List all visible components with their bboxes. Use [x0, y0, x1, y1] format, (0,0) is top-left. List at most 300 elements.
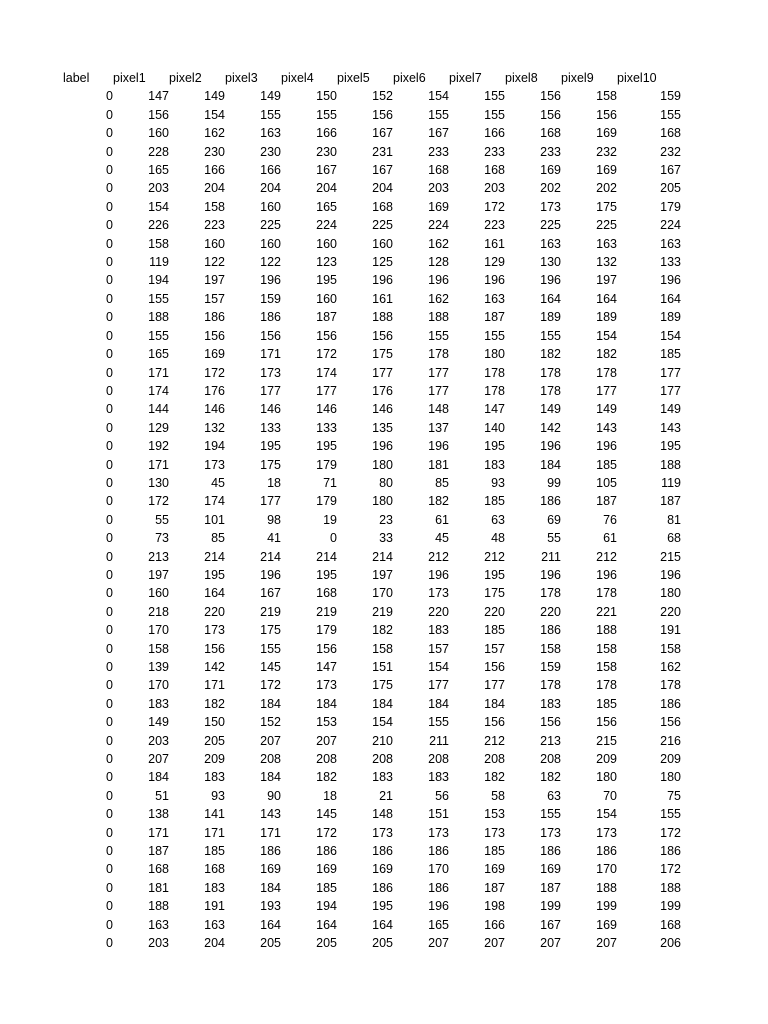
table-cell: 119	[149, 255, 169, 270]
table-cell: 214	[260, 549, 281, 564]
table-cell: 188	[148, 310, 169, 325]
table-cell: 187	[316, 310, 337, 325]
column-header-pixel6: pixel6	[393, 71, 426, 85]
table-cell: 214	[372, 549, 393, 564]
table-cell: 196	[540, 439, 561, 454]
table-cell: 210	[372, 733, 393, 748]
table-cell: 137	[428, 420, 449, 435]
table-cell: 172	[660, 862, 681, 877]
table-cell: 55	[547, 531, 561, 546]
table-cell: 18	[323, 788, 337, 803]
table-cell: 175	[260, 623, 281, 638]
table-cell: 224	[428, 218, 449, 233]
table-cell: 68	[667, 531, 681, 546]
table-cell: 183	[204, 770, 225, 785]
table-cell: 185	[660, 347, 681, 362]
table-cell: 188	[596, 623, 617, 638]
table-cell: 0	[106, 696, 113, 711]
table-cell: 147	[316, 660, 337, 674]
table-cell: 0	[106, 383, 113, 398]
table-cell: 63	[491, 512, 505, 527]
table-cell: 195	[260, 439, 281, 454]
table-cell: 166	[260, 163, 281, 178]
table-cell: 152	[260, 715, 281, 730]
table-cell: 195	[484, 567, 505, 582]
table-cell: 196	[484, 273, 505, 288]
table-cell: 203	[148, 181, 169, 196]
table-cell: 196	[260, 273, 281, 288]
table-cell: 171	[148, 825, 169, 840]
table-cell: 187	[484, 310, 505, 325]
table-row	[63, 750, 681, 768]
table-cell: 199	[540, 899, 561, 914]
table-row	[63, 897, 681, 915]
table-cell: 196	[660, 273, 681, 288]
table-cell: 155	[260, 641, 281, 656]
table-cell: 93	[491, 475, 505, 490]
table-cell: 197	[372, 567, 393, 582]
table-cell: 209	[660, 752, 681, 767]
table-cell: 208	[540, 752, 561, 767]
table-cell: 191	[204, 899, 225, 914]
column-header-pixel1: pixel1	[113, 71, 146, 85]
table-cell: 177	[596, 383, 617, 398]
table-cell: 155	[148, 291, 169, 306]
table-cell: 167	[316, 163, 337, 178]
table-cell: 232	[596, 144, 617, 159]
table-cell: 225	[596, 218, 617, 233]
table-cell: 192	[148, 439, 169, 454]
table-cell: 186	[428, 844, 449, 859]
table-cell: 186	[428, 880, 449, 895]
table-cell: 163	[540, 236, 561, 251]
table-row	[63, 584, 681, 602]
table-cell: 155	[484, 89, 505, 104]
table-cell: 182	[484, 770, 505, 785]
table-row	[63, 474, 681, 492]
table-cell: 186	[316, 844, 337, 859]
table-cell: 199	[660, 899, 681, 914]
table-cell: 186	[540, 844, 561, 859]
table-cell: 85	[435, 475, 449, 490]
table-cell: 0	[106, 917, 113, 932]
table-cell: 0	[106, 623, 113, 638]
table-cell: 149	[596, 402, 617, 417]
table-cell: 215	[596, 733, 617, 748]
table-cell: 219	[316, 604, 337, 619]
table-cell: 157	[428, 641, 449, 656]
table-row	[63, 419, 681, 437]
table-cell: 224	[660, 218, 681, 233]
table-cell: 203	[148, 936, 169, 951]
table-cell: 169	[316, 862, 337, 877]
table-cell: 184	[372, 696, 393, 711]
table-cell: 205	[260, 936, 281, 951]
table-cell: 166	[204, 163, 225, 178]
table-row	[63, 603, 681, 621]
table-cell: 197	[204, 273, 225, 288]
table-cell: 194	[204, 439, 225, 454]
table-cell: 186	[660, 844, 681, 859]
table-cell: 171	[148, 365, 169, 380]
table-cell: 163	[596, 236, 617, 251]
column-header-pixel3: pixel3	[225, 71, 258, 85]
table-cell: 171	[260, 347, 281, 362]
column-header-pixel9: pixel9	[561, 71, 594, 85]
table-cell: 0	[106, 255, 113, 270]
table-cell: 156	[316, 641, 337, 656]
table-cell: 161	[372, 291, 393, 306]
table-cell: 159	[660, 89, 681, 104]
table-cell: 153	[484, 807, 505, 822]
table-cell: 155	[660, 107, 681, 122]
table-cell: 143	[596, 420, 617, 435]
table-row	[63, 271, 681, 289]
table-cell: 151	[428, 807, 449, 822]
table-cell: 212	[428, 549, 449, 564]
table-cell: 167	[540, 917, 561, 932]
table-cell: 173	[204, 623, 225, 638]
table-cell: 156	[484, 660, 505, 674]
table-cell: 225	[372, 218, 393, 233]
table-cell: 221	[596, 604, 617, 619]
table-cell: 138	[148, 807, 169, 822]
table-cell: 195	[660, 439, 681, 454]
table-cell: 156	[540, 89, 561, 104]
table-cell: 140	[484, 420, 505, 435]
table-cell: 168	[428, 163, 449, 178]
table-cell: 61	[603, 531, 617, 546]
table-cell: 152	[372, 89, 393, 104]
table-cell: 177	[316, 383, 337, 398]
table-cell: 215	[660, 549, 681, 564]
table-cell: 211	[429, 733, 449, 748]
table-cell: 220	[484, 604, 505, 619]
table-cell: 145	[316, 807, 337, 822]
table-cell: 101	[204, 512, 225, 527]
table-cell: 173	[204, 457, 225, 472]
table-row	[63, 676, 681, 694]
table-cell: 70	[603, 788, 617, 803]
table-cell: 154	[372, 715, 393, 730]
table-cell: 205	[204, 733, 225, 748]
table-cell: 180	[372, 457, 393, 472]
table-cell: 160	[316, 236, 337, 251]
table-cell: 146	[260, 402, 281, 417]
table-cell: 171	[148, 457, 169, 472]
table-row	[63, 437, 681, 455]
table-cell: 198	[484, 899, 505, 914]
table-cell: 178	[660, 678, 681, 693]
table-cell: 0	[106, 181, 113, 196]
table-cell: 182	[596, 347, 617, 362]
table-cell: 149	[260, 89, 281, 104]
table-cell: 230	[316, 144, 337, 159]
table-cell: 174	[316, 365, 337, 380]
table-cell: 158	[148, 236, 169, 251]
table-cell: 125	[372, 255, 393, 270]
table-cell: 167	[372, 126, 393, 141]
table-cell: 0	[106, 163, 113, 178]
table-row	[63, 492, 681, 510]
table-cell: 0	[106, 475, 113, 490]
table-cell: 135	[372, 420, 393, 435]
table-cell: 149	[204, 89, 225, 104]
table-cell: 165	[428, 917, 449, 932]
table-cell: 178	[484, 365, 505, 380]
column-header-label: label	[63, 71, 90, 85]
table-cell: 164	[372, 917, 393, 932]
table-cell: 122	[204, 255, 225, 270]
table-cell: 172	[316, 825, 337, 840]
table-cell: 170	[372, 586, 393, 601]
table-cell: 165	[316, 199, 337, 214]
table-cell: 213	[540, 733, 561, 748]
table-cell: 71	[323, 475, 337, 490]
table-cell: 196	[428, 567, 449, 582]
table-cell: 175	[484, 586, 505, 601]
table-cell: 0	[106, 899, 113, 914]
table-cell: 0	[106, 660, 113, 674]
table-cell: 0	[106, 733, 113, 748]
table-row	[63, 216, 681, 234]
table-cell: 69	[547, 512, 561, 527]
table-cell: 73	[155, 531, 169, 546]
table-cell: 178	[540, 678, 561, 693]
table-cell: 177	[484, 678, 505, 693]
table-cell: 0	[106, 365, 113, 380]
table-cell: 194	[316, 899, 337, 914]
table-cell: 184	[260, 880, 281, 895]
table-cell: 169	[260, 862, 281, 877]
table-cell: 195	[316, 439, 337, 454]
table-cell: 0	[106, 788, 113, 803]
table-cell: 158	[372, 641, 393, 656]
table-cell: 172	[148, 494, 169, 509]
table-cell: 218	[148, 604, 169, 619]
table-cell: 212	[596, 549, 617, 564]
table-cell: 175	[596, 199, 617, 214]
table-cell: 162	[204, 126, 225, 141]
table-cell: 156	[372, 107, 393, 122]
table-cell: 196	[428, 439, 449, 454]
table-cell: 185	[484, 623, 505, 638]
table-row	[63, 235, 681, 253]
table-cell: 177	[428, 678, 449, 693]
table-cell: 197	[596, 273, 617, 288]
table-cell: 205	[316, 936, 337, 951]
table-cell: 166	[484, 917, 505, 932]
table-cell: 179	[316, 494, 337, 509]
table-cell: 169	[428, 199, 449, 214]
table-cell: 187	[596, 494, 617, 509]
table-cell: 169	[372, 862, 393, 877]
table-cell: 0	[106, 862, 113, 877]
table-cell: 180	[660, 586, 681, 601]
table-cell: 175	[372, 678, 393, 693]
table-cell: 185	[596, 696, 617, 711]
table-cell: 0	[106, 770, 113, 785]
table-cell: 93	[211, 788, 225, 803]
table-row	[63, 805, 681, 823]
table-cell: 186	[660, 696, 681, 711]
table-cell: 182	[540, 770, 561, 785]
table-cell: 139	[148, 660, 169, 674]
table-cell: 168	[484, 163, 505, 178]
table-cell: 147	[148, 89, 169, 104]
table-cell: 167	[372, 163, 393, 178]
table-cell: 132	[596, 255, 617, 270]
table-cell: 172	[660, 825, 681, 840]
table-cell: 155	[540, 328, 561, 343]
table-cell: 169	[596, 917, 617, 932]
table-cell: 180	[484, 347, 505, 362]
table-cell: 208	[260, 752, 281, 767]
table-cell: 0	[106, 144, 113, 159]
table-cell: 146	[204, 402, 225, 417]
table-cell: 193	[260, 899, 281, 914]
table-cell: 147	[484, 402, 505, 417]
table-row	[63, 364, 681, 382]
table-cell: 0	[106, 567, 113, 582]
table-cell: 187	[660, 494, 681, 509]
table-cell: 167	[428, 126, 449, 141]
table-cell: 18	[267, 475, 281, 490]
table-row	[63, 382, 681, 400]
table-cell: 233	[428, 144, 449, 159]
table-cell: 0	[106, 752, 113, 767]
table-cell: 171	[204, 825, 225, 840]
table-cell: 186	[540, 494, 561, 509]
table-cell: 105	[596, 475, 617, 490]
table-cell: 56	[435, 788, 449, 803]
table-cell: 216	[660, 733, 681, 748]
table-cell: 195	[484, 439, 505, 454]
table-cell: 0	[106, 107, 113, 122]
table-cell: 171	[204, 678, 225, 693]
table-cell: 204	[260, 181, 281, 196]
table-cell: 159	[260, 291, 281, 306]
table-cell: 0	[106, 273, 113, 288]
table-cell: 0	[106, 604, 113, 619]
table-cell: 214	[316, 549, 337, 564]
table-cell: 76	[603, 512, 617, 527]
table-cell: 231	[372, 144, 393, 159]
table-cell: 150	[316, 89, 337, 104]
table-cell: 0	[106, 199, 113, 214]
table-cell: 214	[204, 549, 225, 564]
table-cell: 220	[660, 604, 681, 619]
table-cell: 208	[428, 752, 449, 767]
table-cell: 168	[660, 126, 681, 141]
table-cell: 167	[660, 163, 681, 178]
table-cell: 148	[428, 402, 449, 417]
table-cell: 156	[540, 107, 561, 122]
table-cell: 220	[428, 604, 449, 619]
table-row	[63, 400, 681, 418]
table-cell: 196	[660, 567, 681, 582]
table-cell: 185	[484, 844, 505, 859]
table-row	[63, 842, 681, 860]
table-cell: 0	[106, 291, 113, 306]
table-cell: 184	[148, 770, 169, 785]
table-cell: 185	[484, 494, 505, 509]
table-cell: 0	[106, 126, 113, 141]
table-cell: 168	[372, 199, 393, 214]
table-cell: 165	[148, 163, 169, 178]
table-cell: 0	[106, 586, 113, 601]
table-cell: 157	[484, 641, 505, 656]
table-cell: 168	[316, 586, 337, 601]
table-cell: 146	[316, 402, 337, 417]
table-cell: 0	[106, 218, 113, 233]
table-cell: 160	[260, 199, 281, 214]
table-cell: 156	[204, 641, 225, 656]
table-row	[63, 860, 681, 878]
table-cell: 179	[316, 457, 337, 472]
table-cell: 169	[540, 163, 561, 178]
table-cell: 196	[372, 273, 393, 288]
table-row	[63, 621, 681, 639]
table-row	[63, 548, 681, 566]
table-cell: 226	[148, 218, 169, 233]
table-cell: 207	[484, 936, 505, 951]
table-cell: 149	[660, 402, 681, 417]
table-cell: 122	[260, 255, 281, 270]
table-cell: 173	[540, 825, 561, 840]
table-cell: 178	[540, 365, 561, 380]
table-cell: 155	[428, 107, 449, 122]
table-cell: 211	[541, 549, 561, 564]
table-cell: 129	[484, 255, 505, 270]
table-cell: 205	[372, 936, 393, 951]
table-row	[63, 143, 681, 161]
table-cell: 188	[660, 457, 681, 472]
column-header-pixel7: pixel7	[449, 71, 482, 85]
table-cell: 160	[260, 236, 281, 251]
table-cell: 187	[540, 880, 561, 895]
table-cell: 184	[484, 696, 505, 711]
table-cell: 195	[316, 273, 337, 288]
table-cell: 173	[596, 825, 617, 840]
table-cell: 0	[106, 936, 113, 951]
table-cell: 177	[260, 494, 281, 509]
table-cell: 151	[372, 660, 393, 674]
table-cell: 204	[204, 936, 225, 951]
table-cell: 163	[660, 236, 681, 251]
table-cell: 181	[428, 457, 449, 472]
table-row	[63, 916, 681, 934]
table-cell: 160	[204, 236, 225, 251]
table-cell: 196	[428, 273, 449, 288]
table-cell: 209	[596, 752, 617, 767]
table-cell: 145	[260, 660, 281, 674]
table-cell: 197	[148, 567, 169, 582]
table-cell: 178	[540, 383, 561, 398]
table-cell: 204	[204, 181, 225, 196]
table-cell: 185	[204, 844, 225, 859]
table-cell: 0	[106, 328, 113, 343]
table-cell: 0	[106, 549, 113, 564]
table-cell: 173	[372, 825, 393, 840]
table-cell: 223	[204, 218, 225, 233]
table-cell: 41	[267, 531, 281, 546]
table-cell: 183	[428, 770, 449, 785]
table-cell: 133	[260, 420, 281, 435]
table-cell: 156	[596, 107, 617, 122]
table-cell: 0	[106, 310, 113, 325]
table-cell: 186	[260, 310, 281, 325]
